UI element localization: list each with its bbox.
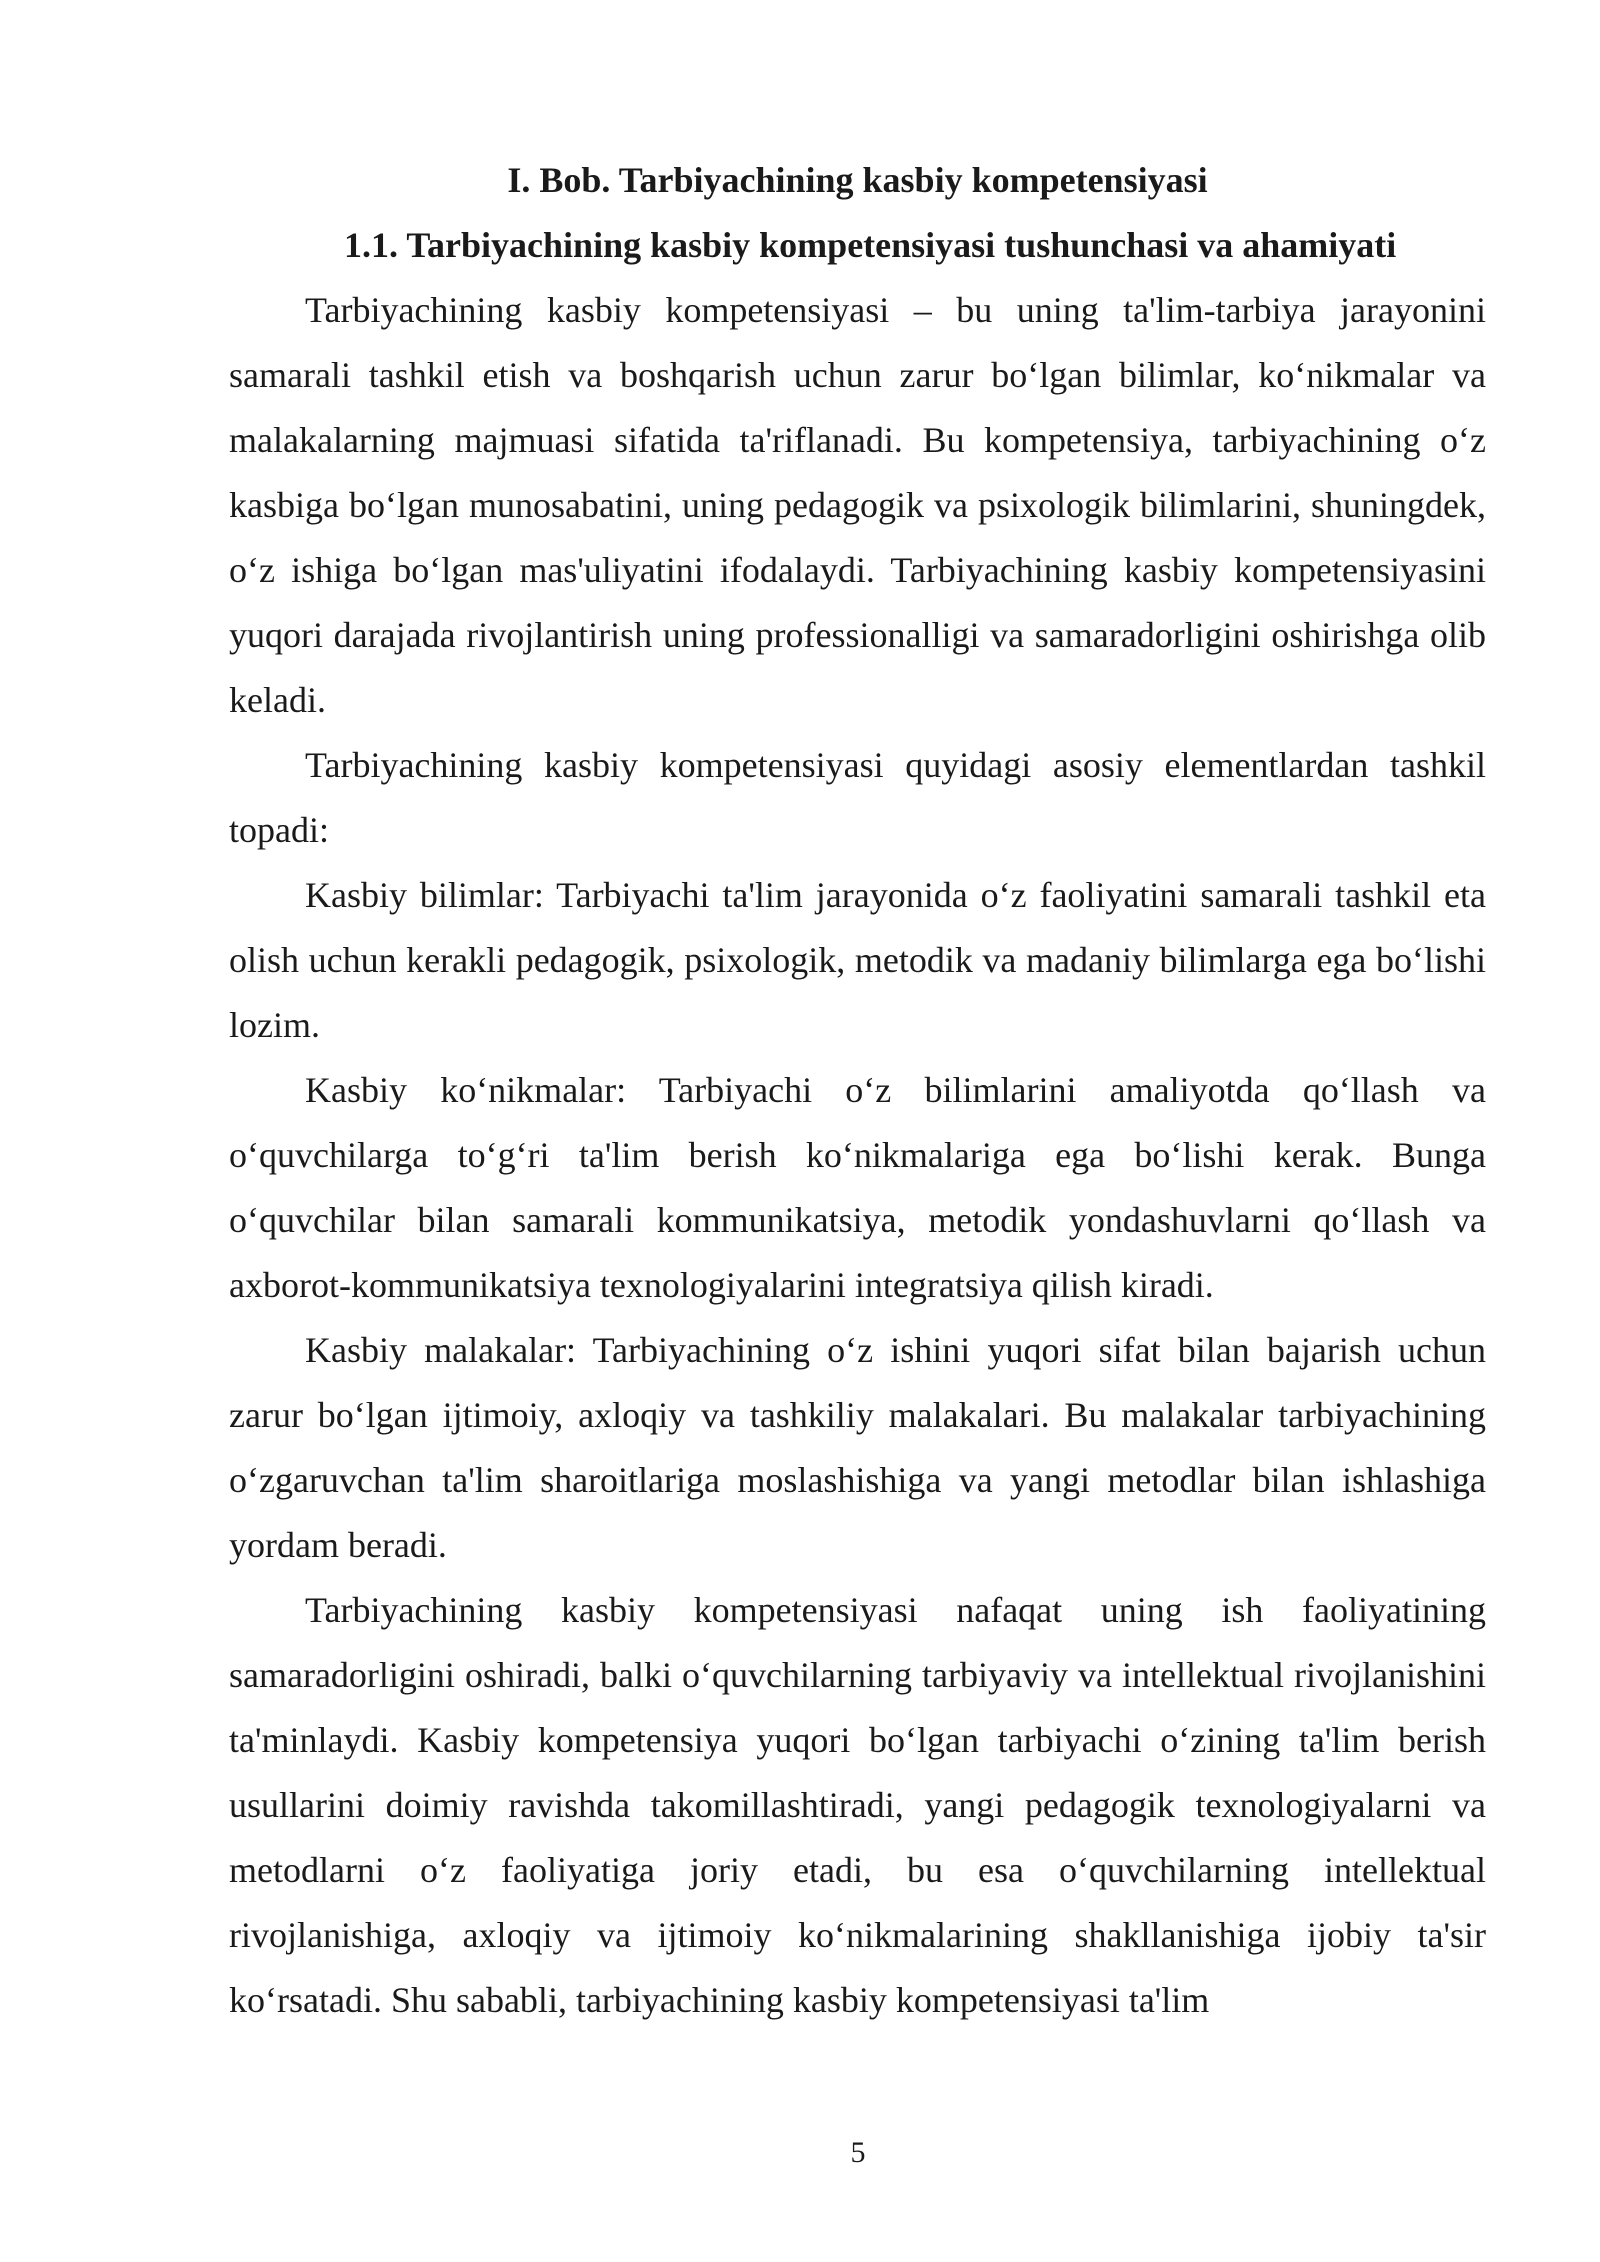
paragraph-importance: Tarbiyachining kasbiy kompetensiyasi nafaqat uning ish faoliyatining samaradorligini oshiradi, balki o‘quvchilarning tarbiyaviy va intellektual rivojlanishini ta'minlaydi. Kasbiy kompetensiya yuqori bo‘lgan tarbiyachi o‘zining ta'lim berish usullarini doimiy ravishda takomillashtiradi, yangi pedagogik texnologiyalarni va metodlarni o‘z faoliyatiga joriy etadi, bu esa o‘quvchilarning intellektual rivojlanishiga, axloqiy va ijtimoiy ko‘nikmalarining shakllanishiga ijobiy ta'sir ko‘rsatadi. Shu sababli, tarbiyachining kasbiy kompetensiyasi ta'lim [229,1590,1486,2020]
paragraph-professional-skills: Kasbiy ko‘nikmalar: Tarbiyachi o‘z bilimlarini amaliyotda qo‘llash va o‘quvchilarga to‘g‘ri ta'lim berish ko‘nikmalariga ega bo‘lishi kerak. Bunga o‘quvchilar bilan samarali kommunikatsiya, metodik yondashuvlarni qo‘llash va axborot-kommunikatsiya texnologiyalarini integratsiya qilish kiradi. [229,1070,1486,1305]
paragraph-professional-qualifications: Kasbiy malakalar: Tarbiyachining o‘z ishini yuqori sifat bilan bajarish uchun zarur bo‘lgan ijtimoiy, axloqiy va tashkiliy malakalari. Bu malakalar tarbiyachining o‘zgaruvchan ta'lim sharoitlariga moslashishiga va yangi metodlar bilan ishlashiga yordam beradi. [229,1330,1486,1565]
paragraph-elements-intro: Tarbiyachining kasbiy kompetensiyasi quyidagi asosiy elementlardan tashkil topadi: [229,745,1486,850]
section-title: 1.1. Tarbiyachining kasbiy kompetensiyasi tushunchasi va ahamiyati [344,225,1397,265]
chapter-title: I. Bob. Tarbiyachining kasbiy kompetensiyasi [507,160,1208,200]
page-number: 5 [850,2136,866,2169]
page-content [229,148,1486,2033]
paragraph-definition: Tarbiyachining kasbiy kompetensiyasi – bu uning ta'lim-tarbiya jarayonini samarali tashkil etish va boshqarish uchun zarur bo‘lgan bilimlar, ko‘nikmalar va malakalarning majmuasi sifatida ta'riflanadi. Bu kompetensiya, tarbiyachining o‘z kasbiga bo‘lgan munosabatini, uning pedagogik va psixologik bilimlarini, shuningdek, o‘z ishiga bo‘lgan mas'uliyatini ifodalaydi. Tarbiyachining kasbiy kompetensiyasini yuqori darajada rivojlantirish uning professionalligi va samaradorligini oshirishga olib keladi. [229,290,1486,720]
paragraph-professional-knowledge: Kasbiy bilimlar: Tarbiyachi ta'lim jarayonida o‘z faoliyatini samarali tashkil eta olish uchun kerakli pedagogik, psixologik, metodik va madaniy bilimlarga ega bo‘lishi lozim. [229,875,1486,1045]
